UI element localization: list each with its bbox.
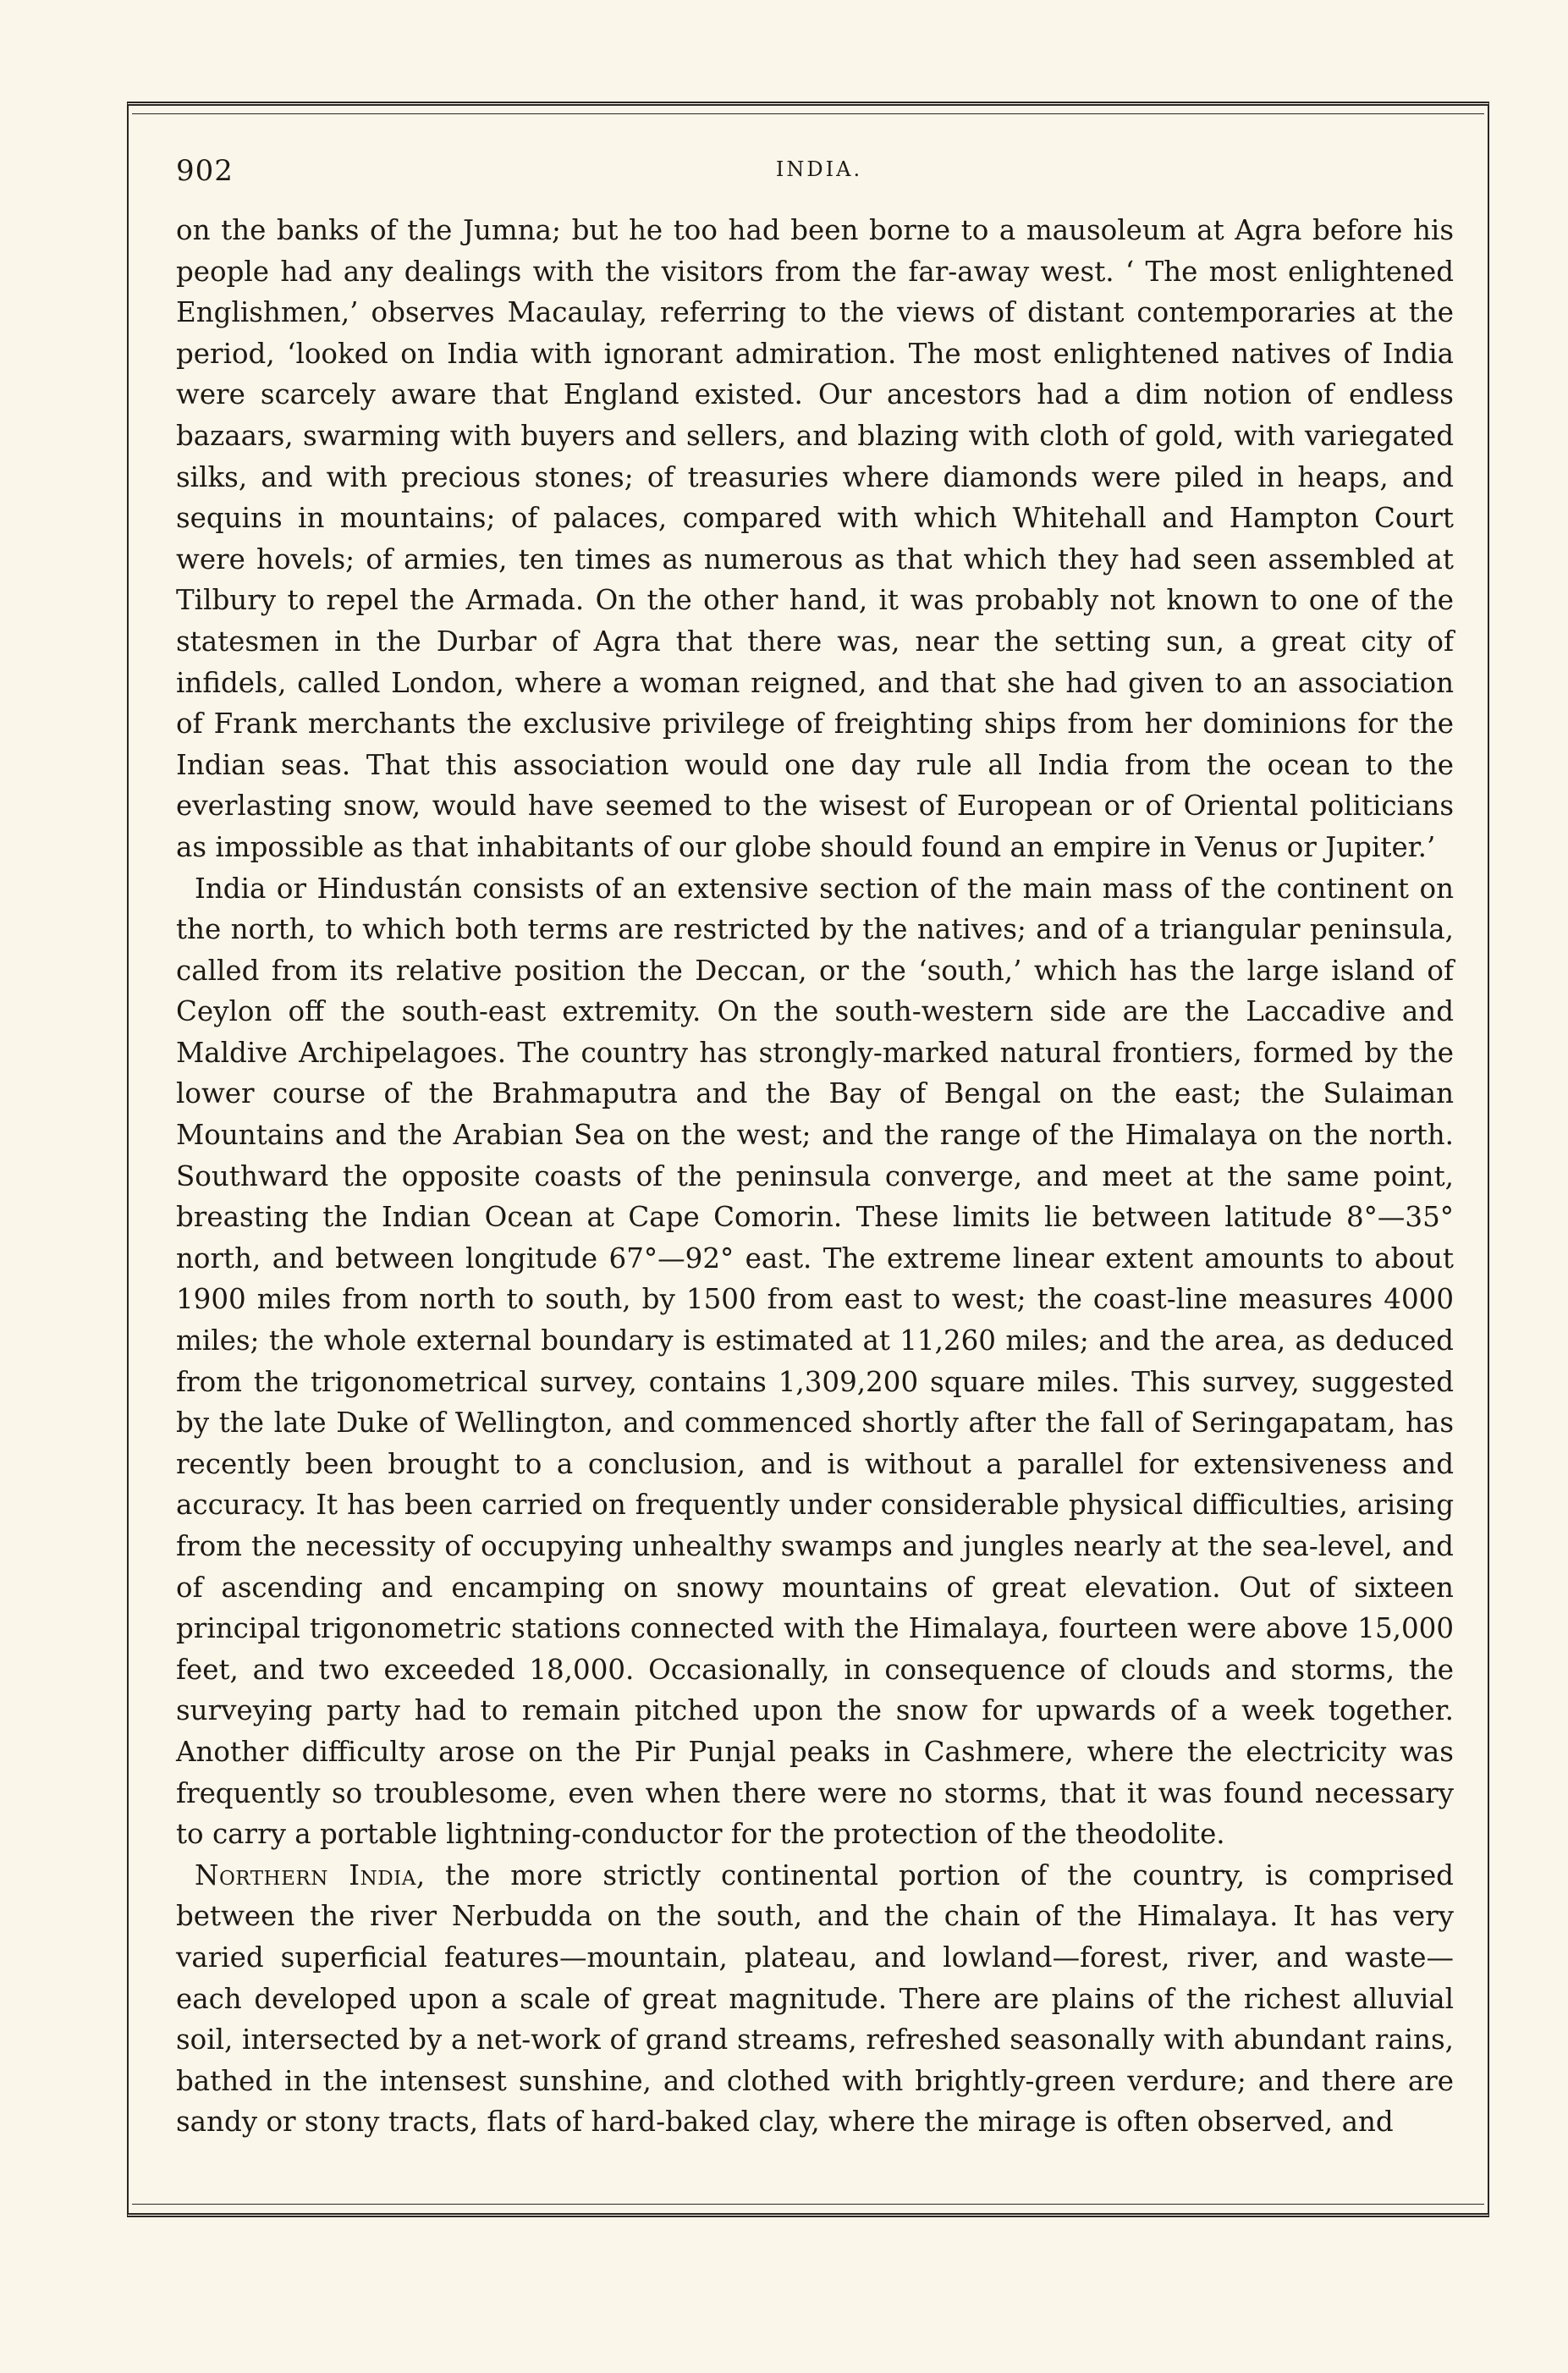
top-rule	[132, 113, 1484, 114]
running-head	[176, 154, 1462, 188]
paragraph-text: India or Hindustán consists of an extensive section of the main mass of the continent on the north, to which both terms are restricted by the natives; and of a triangular peninsula, called from its relative position the Deccan, or the ‘south,’ which has the large island of Ceylon off the south-east extremity. On the south-western side are the Laccadive and Maldive Archipelagoes. The country has strongly-marked natural frontiers, formed by the lower course of the Brahmaputra and the Bay of Bengal on the east; the Sulaiman Mountains and the Arabian Sea on the west; and the range of the Himalaya on the north. Southward the opposite coasts of the peninsula converge, and meet at the same point, breasting the Indian Ocean at Cape Comorin. These limits lie between latitude 8°—35° north, and between longitude 67°—92° east. The extreme linear extent amounts to about 1900 miles from north to south, by 1500 from east to west; the coast-line measures 4000 miles; the whole external boundary is estimated at 11,260 miles; and the area, as deduced from the trigonometrical survey, contains 1,309,200 square miles. This survey, suggested by the late Duke of Wellington, and commenced shortly after the fall of Seringapatam, has recently been brought to a conclusion, and is without a parallel for extensiveness and accuracy. It has been carried on frequently under considerable physical difficulties, arising from the necessity of occupying unhealthy swamps and jungles nearly at the sea-level, and of ascending and encamping on snowy mountains of great elevation. Out of sixteen principal trigonometric stations connected with the Himalaya, fourteen were above 15,000 feet, and two exceeded 18,000. Occasionally, in consequence of clouds and storms, the surveying party had to remain pitched upon the snow for upwards of a week together. Another difficulty arose on the Pir Punjal peaks in Cashmere, where the electricity was frequently so troublesome, even when there were no storms, that it was found necessary to carry a portable lightning-conductor for the protection of the theodolite.	[176, 872, 1454, 1851]
page-title: INDIA.	[775, 157, 863, 181]
paragraph-lead: Northern India	[195, 1858, 416, 1891]
body-text	[176, 210, 1454, 2143]
paragraph-text: on the banks of the Jumna; but he too had been borne to a mausoleum at Agra before his people had any dealings with the visitors from the far-away west. ‘ The most enlightened Englishmen,’ observes Macaulay, referring to the views of distant contemporaries at the period, ‘looked on India with ignorant admiration. The most enlightened natives of India were scarcely aware that England existed. Our ancestors had a dim notion of endless bazaars, swarming with buyers and sellers, and blazing with cloth of gold, with variegated silks, and with precious stones; of treasuries where diamonds were piled in heaps, and sequins in mountains; of palaces, compared with which Whitehall and Hampton Court were hovels; of armies, ten times as numerous as that which they had seen assembled at Tilbury to repel the Armada. On the other hand, it was probably not known to one of the statesmen in the Durbar of Agra that there was, near the setting sun, a great city of infidels, called London, where a woman reigned, and that she had given to an association of Frank merchants the exclusive privilege of freighting ships from her dominions for the Indian seas. That this association would one day rule all India from the ocean to the everlasting snow, would have seemed to the wisest of European or of Oriental politicians as impossible as that inhabitants of our globe should found an empire in Venus or Jupiter.’	[176, 214, 1454, 863]
paragraph	[176, 1855, 1454, 2143]
paragraph	[176, 868, 1454, 1855]
paragraph	[176, 210, 1454, 868]
paragraph-text: , the more strictly continental portion of the country, is comprised between the river Nerbudda on the south, and the chain of the Himalaya. It has very varied superficial features—mountain, plateau, and lowland—forest, river, and waste—each developed upon a scale of great magnitude. There are plains of the richest alluvial soil, intersected by a net-work of grand streams, refreshed seasonally with abundant rains, bathed in the intensest sunshine, and clothed with brightly-green verdure; and there are sandy or stony tracts, flats of hard-baked clay, where the mirage is often observed, and	[176, 1858, 1454, 2139]
bottom-rule	[132, 2204, 1484, 2205]
page-number: 902	[176, 154, 234, 188]
